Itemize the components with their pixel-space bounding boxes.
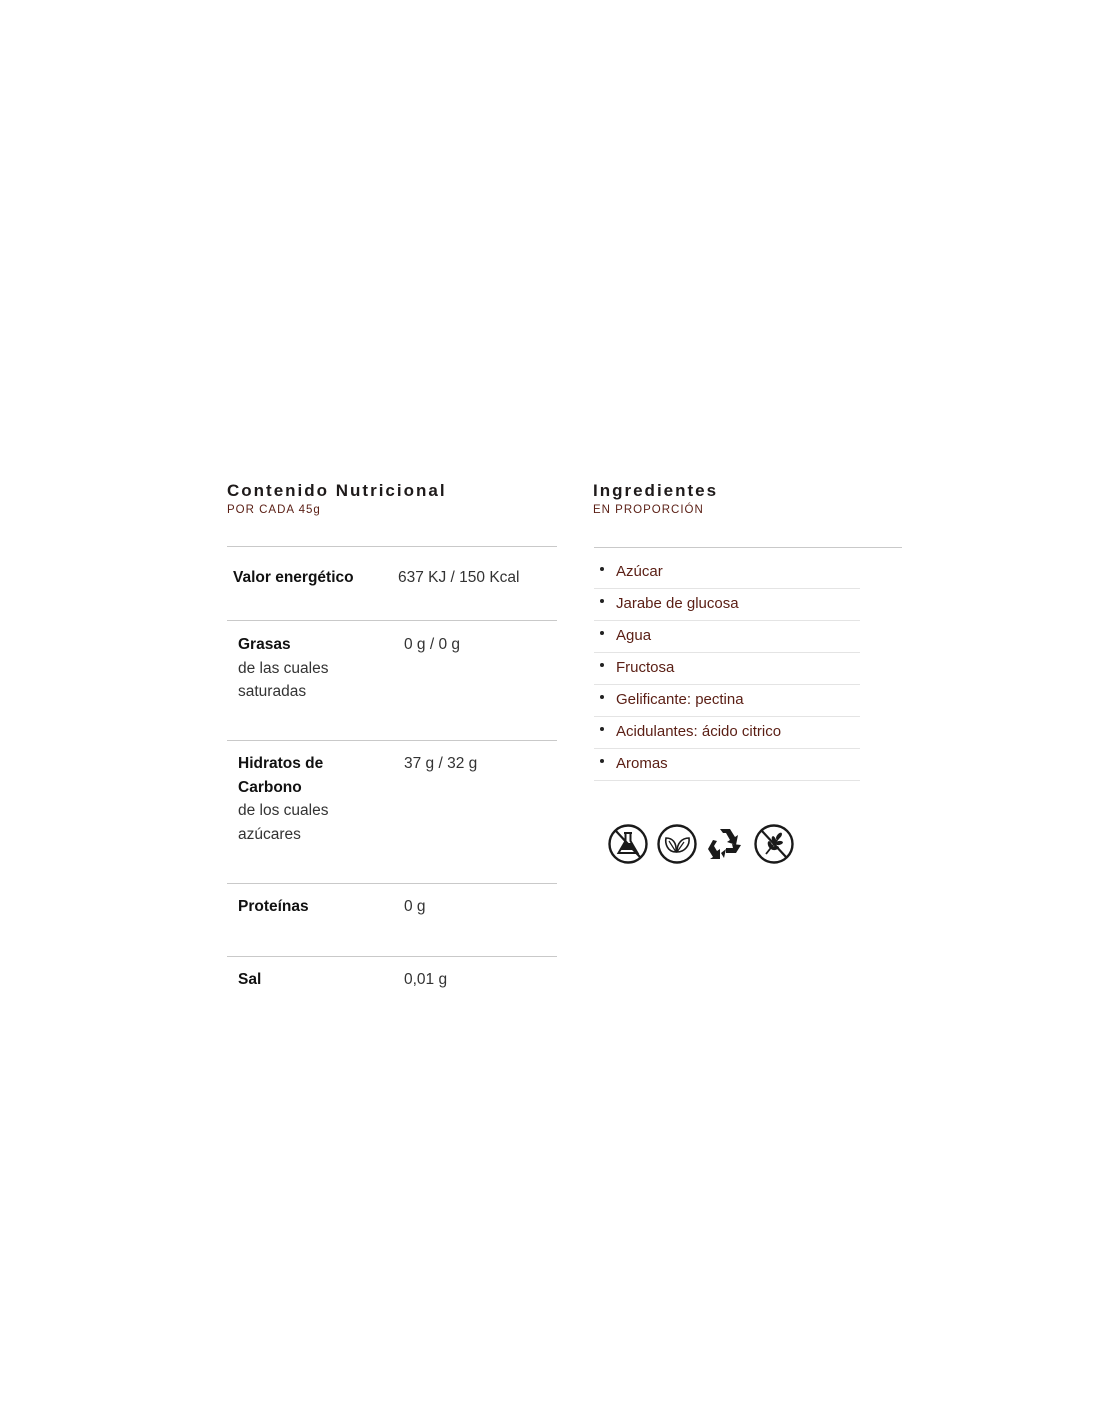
table-divider (227, 883, 557, 884)
ingredient-text: Azúcar (616, 563, 663, 580)
nutrition-row-salt-label (238, 968, 261, 992)
ingredient-text: Gelificante: pectina (616, 691, 744, 708)
nutrition-row-protein-value: 0 g (404, 898, 426, 915)
vegan-leaf-icon (656, 823, 698, 865)
nutrition-row-fat-value: 0 g / 0 g (404, 636, 461, 653)
ingredients-divider (594, 547, 902, 548)
nutrient-name: Hidratos de (238, 755, 324, 772)
ingredient-text: Fructosa (616, 659, 675, 676)
bullet (600, 599, 604, 603)
nutrient-name: Valor energético (233, 569, 354, 586)
bullet (600, 663, 604, 667)
bullet (600, 631, 604, 635)
list-item (594, 621, 860, 653)
nutrition-row-energy-label (233, 566, 354, 590)
table-divider (227, 956, 557, 957)
table-divider (227, 740, 557, 741)
nutrition-row-carbs-value: 37 g / 32 g (404, 755, 478, 772)
nutrition-heading (227, 481, 447, 516)
nutrient-sub: de las cuales (238, 659, 329, 677)
ingredients-title: Ingredientes (593, 481, 719, 500)
certification-badges (607, 823, 797, 867)
list-item (594, 749, 860, 781)
no-additives-icon (607, 823, 649, 865)
list-item (594, 557, 860, 589)
recycle-icon (704, 823, 746, 865)
nutrition-row-energy-value: 637 KJ / 150 Kcal (398, 569, 520, 586)
nutrient-sub: azúcares (238, 825, 301, 843)
ingredient-text: Aromas (616, 755, 668, 772)
bullet (600, 727, 604, 731)
ingredients-heading (593, 481, 718, 516)
bullet (600, 695, 604, 699)
ingredient-text: Agua (616, 627, 652, 644)
nutrient-name: Sal (238, 971, 262, 988)
list-item (594, 685, 860, 717)
list-item (594, 717, 860, 749)
nutrient-sub: de los cuales (238, 802, 329, 819)
nutrition-row-salt-value: 0,01 g (404, 971, 448, 988)
bullet (600, 567, 604, 571)
list-item (594, 653, 860, 685)
nutrition-row-carbs-label (238, 752, 328, 846)
bullet (600, 759, 604, 763)
ingredient-text: Acidulantes: ácido citrico (616, 723, 782, 740)
nutrition-subtitle: POR CADA 45g (227, 504, 321, 516)
list-item (594, 589, 860, 621)
nutrient-name: Proteínas (238, 898, 309, 915)
nutrition-title: Contenido Nutricional (227, 481, 447, 500)
ingredients-list (594, 557, 860, 781)
ingredient-text: Jarabe de glucosa (616, 595, 739, 612)
nutrient-name: Carbono (238, 778, 302, 796)
nutrient-name: Grasas (238, 636, 291, 653)
nutrient-sub: saturadas (238, 683, 307, 700)
ingredients-subtitle: EN PROPORCIÓN (593, 504, 704, 516)
gluten-free-icon (753, 823, 795, 865)
table-divider (227, 620, 557, 621)
nutrition-row-protein-label (238, 895, 309, 919)
nutrition-row-fat-label (238, 633, 328, 704)
table-divider (227, 546, 557, 547)
